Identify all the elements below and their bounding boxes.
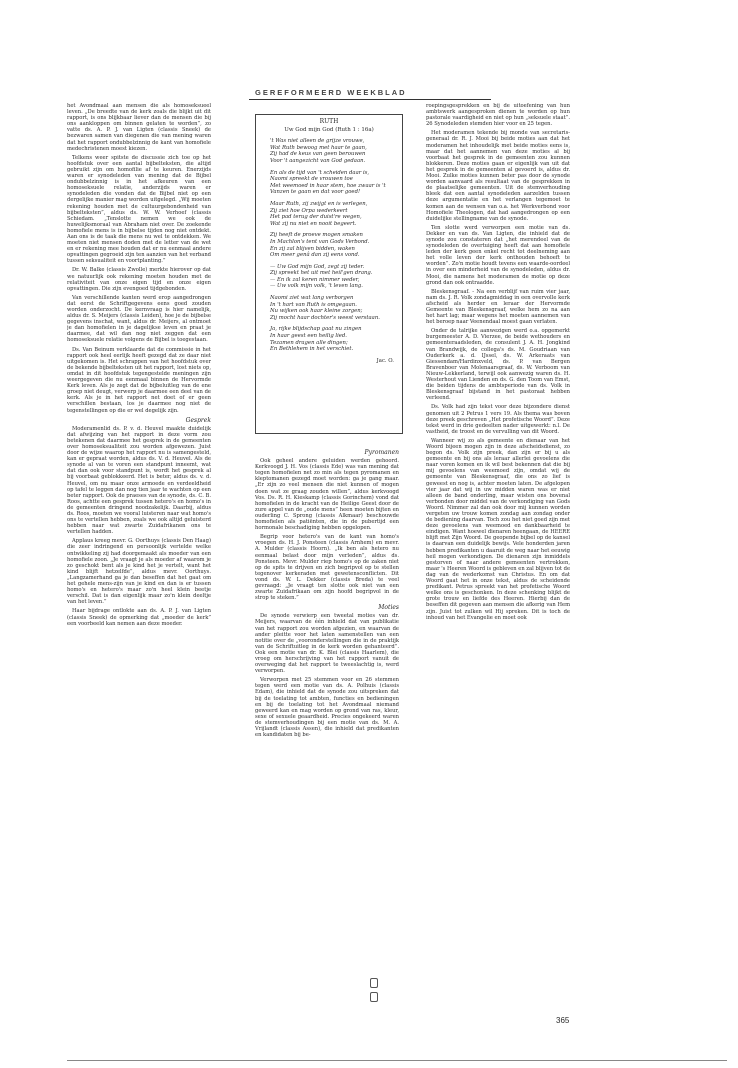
paragraph: Ds. Volk had zijn tekst voor deze bijzondere dienst genomen uit 2 Petrus 1 vers 19. Als thema was boven deze preek geschreven „Het profetische Woord”. Deze tekst werd in drie gedeelten nader uitgewerkt: n.l. De vastheid, de troost en de vervulling van dit Woord. <box>426 404 570 435</box>
paragraph: Wanneer wij zo als gemeente en dienaar van het Woord bijeen mogen zijn in deze afscheidsdienst, zo begon ds. Volk zijn preek, dan zijn er bij u als gemeente en bij ons als leraar allerlei gevoelens die naar voren komen en ik wil best bekennen dat die bij mij gevoelens van weemoed zijn, omdat wij de gemeente van Bleskensgraaf, die ons zo lief is geweest en nog is, achter moeten laten. De afgelopen vier jaar dat wij in uw midden waren was er niet alleen de band onderling, maar wisten ons bovenal verbonden door middel van de verkondiging van Gods Woord. Nimmer zal dan ook door mij kunnen worden vergeten uw trouw komen zondag aan zondag onder de bediening daarvan. Toch zou het niet goed zijn met deze gevoelens van weemoed en dankbaarheid te eindigen. Want hoewel dienaren heengaan, de HEERE blijft met Zijn Woord. De geopende bijbel op de kansel is daarvan een duidelijk bewijs. Vele honderden jaren hebben predikanten u daaruit de weg naar het eeuwig heil mogen verkondigen. De dienaren zijn inmiddels gestorven of naar andere gemeenten vertrokken, maar 's Heeren Woord is gebleven en zal blijven tot de dag van de wederkomst van Christus. En om dat Woord gaat het in onze tekst, aldus de scheidende predikant. Petrus spreekt van het profetische Woord welke ons is geschonken. In deze schenking blijkt de grote trouw en liefde des Heeren. Hierbij dan de beseffen dit gegeven aan mensen die afkerig van Hem zijn. Juist tot zulken wil Hij spreken. Dit is toch de inhoud van het Evangelie en moet ook <box>426 437 570 621</box>
paragraph: Verworpen met 25 stemmen voor en 26 stemmen tegen werd een motie van ds. A. Polhuis (classis Edam), die inhield dat de synode zou uitspreken dat bij de toelating tot ambten, functies en bedieningen en bij de toelating tot het Avondmaal niemand geweerd kan en mag worden op grond van ras, kleur, sexe of sexuele geaardheid. Precies ongekeerd waren de stemverhoudingen bij een motie van ds. M. A. Vrijlandt (classis Assen), die inhield dat predikanten en kandidaten bij be- <box>255 677 399 739</box>
poem-box <box>255 114 403 434</box>
page-number: 365 <box>556 1016 570 1025</box>
poem-line: Ja, rijke blijdschap gaat nu zingen <box>270 326 362 333</box>
paragraph: het Avondmaal aan mensen die als homoseksueel leven. „De breedte van de kerk zoals die blijkt uit dit rapport, is ons blijkbaar liever dan de mensen die bij ons aankloppen om binnen gelaten te worden”, zo vatte ds. A. P. J. van Ligten (classis Sneek) de bezwaren samen van diegenen die van mening waren dat het rapport ondubbelzinnig de kant van homofiele medechristenen moest kiezen. <box>67 103 211 152</box>
paragraph: Begrip voor hetero's van de kant van homo's vroegen ds. H. J. Ponsteen (classis Arnhem) en mevr. A. Mulder (classis Hoorn). „Ik ben als hetero nu eenmaal belast door mijn verleden”, aldus ds. Ponsteen. Mevr. Mulder riep homo's op de zaken niet op de spits te drijven en zich begripvol op te stellen tegenover kerkeraden met gewetensconflicten. Dit vond ds. W. L. Dekker (classis Breda) te veel gevraagd: „Je vraagt ten slotte ook niet van een zwarte Zuidafrikaan om zijn hoofd begripvol in de strop te steken.” <box>255 534 399 602</box>
poem-line: Zij had de keus van geen berouwen <box>270 151 366 158</box>
poem-line: Zij ziet hoe Orpa wederkeert <box>270 207 348 214</box>
poem-subtitle: Uw God mijn God (Ruth 1 : 16a) <box>284 126 374 133</box>
poem-line: Met weemoed in haar stem, hoe zwaar is 't <box>270 182 386 189</box>
poem-line: Zij spreekt het uit met heil'gen drang. <box>270 270 373 277</box>
poem-signature: Jac. O. <box>376 357 394 364</box>
binder-hole-icon <box>370 978 378 988</box>
poem-stanza <box>270 232 394 258</box>
poem-stanza <box>270 201 394 227</box>
poem-line: In 't hart van Ruth is omgegaan. <box>270 301 357 308</box>
poem-line: Het pad terug der duist're wegen, <box>270 214 362 221</box>
paragraph: Telkens weer spitste de discussie zich toe op het hoofdstuk over een aantal bijbelteksten, die altijd gebruikt zijn om homofilie af te keuren. Enerzijds waren er synodeleden van mening dat de Bijbel ondubbelzinnig is in het afkeuren van een homoseksuele relatie, anderzijds waren er synodeleden die vonden dat de Bijbel niet op een dergelijke manier mag worden uitgelegd. „Wij moeten rekening houden met de cultuurgebondenheid van bijbelteksten”, aldus ds. W. W. Verhoef (classis Schiedam. „Tenslotte nemen we ook de huwelijksmoraal van Abraham niet over. De zoekende homofiele mens is in bijbelse tijden nog niet ontdekt. Aan ons is de taak die mens nu wel te ontdekken. We moeten niet mensen doden met de letter van de wet en er rekening mee houden dat er nu eenmaal andere opvattingen gegroeid zijn ten aanzien van het verband tussen seksualiteit en voortplanting.” <box>67 154 211 265</box>
section-heading-gesprek: Gesprek <box>185 416 211 424</box>
poem-stanza <box>270 295 394 321</box>
paragraph: Ds. Van Beinum verklaarde dat de commissie in het rapport ook heel eerlijk heeft gezegd dat ze daar niet uitgekomen is. Het schrappen van het hoofdstuk over de bekende bijbelteksten uit het rapport, lost niets op, omdat in dit hoofdstuk tegengestelde meningen zijn weergegeven die nu eenmaal binnen de Hervormde Kerk leven. Als je zegt dat de bijbeluitleg van de ene groep niet deugt, verwerp je daarmee een deel van de kerk. Als je in het rapport net doet of er geen verschillen bestaan, los je daarmee nog niet de tegenstellingen op die er wel degelijk zijn. <box>67 346 211 414</box>
binder-hole-icon <box>370 992 378 1002</box>
poem-line: Tezamen dragen alle dingen; <box>270 339 348 346</box>
column-middle <box>255 446 399 746</box>
paragraph: Het moderamen tekende bij monde van secretaris-generaal dr. R. J. Mooi bij beide moties aan dat het moderamen het inhoudelijk met beide moties eens is, maar dat het aannemen van deze moties al bij voorbaat het gesprek in de gemeenten zou kunnen blokkeren. Deze moties gaan er eigenlijk van uit dat het gesprek in de gemeenten al gevoerd is, aldus dr. Mooi. Zulke moties kunnen beter pas door de synode worden aanvaard als resultaat van de gesprekken in de plaatselijke gemeenten. Uit de stemverhouding bleek dat een aantal synodeleden aarzelden tussen deze argumentatie en het verlangen tegemoet te komen aan de wensen van o.a. het Werkverbond voor Homofiele Theologen, dat had aangedrongen op een duidelijke stellingname van de synode. <box>426 130 570 222</box>
poem-line: En zij zal blijven bidden, waken <box>270 245 355 252</box>
paragraph: Ook geheel andere geluiden werden gehoord. Kerkvoogd J. H. Vos (classis Ede) was van mening dat tegen homofielen net zo min als tegen pyromanen en kleptomanen gezegd moet worden: ga je gang maar. „Er zijn zo veel mensen die niet kunnen of mogen doen wat ze graag zouden willen”, aldus kerkvoogd Vos. Ds. R. H. Kieskamp (classis Gorinchem) vond dat homofielen in de kracht van de Heilige Geest door de zure appel van de „oude mens” heen moeten bijten en ouderling C. Sprong (classis Alkmaar) beschouwde homofielen als patiënten, die in de pubertijd een hormonale beschadiging hebben opgelopen. <box>255 458 399 532</box>
poem-line: En Bethlehem in het verschiet. <box>270 346 354 353</box>
paragraph: Moderamenlid ds. P. v. d. Heuvel maakte duidelijk dat afwijzing van het rapport in deze vorm zou betekenen dat daarmee het gesprek in de gemeenten over homoseksualiteit zou worden afgewezen. Juist door de wijze waarop het rapport nu is samengesteld, kan er gepraat worden, aldus ds. V. d. Heuvel. Als de synode al van te voren een standpunt inneemt, wat dat dan ook voor standpunt is, wordt het gesprek al bij voorbaat geblokkeerd. Het is beter, aldus ds. v. d. Heuvel, om nu maar onze armoede en verdeeldheid op tafel te leggen dan nog tien jaar te wachten op een beter rapport. Ook de praeses van de synode, ds. C. B. Roos, achtte een gesprek tussen hetero's en homo's in de gemeenten dringend noodzakelijk. Daarbij, aldus ds. Roos, moeten we vooral luisteren naar wat homo's ons te vertellen hebben, zoals we ook altijd geluisterd hebben naar wat zwarte Zuidafrikanen ons te vertellen hadden. <box>67 425 211 536</box>
poem-line: In Machlon's tent van Gods Verbond. <box>270 238 370 245</box>
poem-line: Om meer genâ dan zij eens vond. <box>270 252 360 259</box>
paragraph: Ten slotte werd verworpen een motie van ds. Dekker en van ds. Van Ligten, die inhield dat de synode zou constateren dat „het merendeel van de synodeleden de overtuiging heeft dat aan homofiele leden der kerk geen enkel recht tot deelneming aan het volle leven der kerk onthouden behoeft te worden”. Zo'n motie houdt tevens een waarde-oordeel in over een minderheid van de synodeleden, aldus dr. Mooi, die namens het moderamen de motie op deze grond dan ook ontraadde. <box>426 224 570 286</box>
section-heading-moties: Moties <box>378 604 399 612</box>
paragraph: Applaus kreeg mevr. G. Oorthuys (classis Den Haag) die zeer indringend en persoonlijk vertelde welke ontwikkeling zij had doorgemaakt als moeder van een homofiele zoon. „Je vraagt je als moeder af waarom je zo geschokt bent als je kind het je vertelt, want het kind blijft hetzelfde”, aldus mevr. Oorthuys. „Langzamerhand ga je dan beseffen dat het gaat om het gehele mens-zijn van je kind en dan is er tussen homo's en hetero's maar zo'n heel klein beetje verschil. Dat is dan eigenlijk maar zo'n klein deeltje van het leven.” <box>67 538 211 606</box>
paragraph: roepingsgesprekken en bij de uitoefening van hun ambtswerk aangesproken dienen te worden op hun pastorale vaardigheid en niet op hun „seksuele staat”. 26 Synodeleden stemden hier voor en 25 tegen. <box>426 103 570 128</box>
poem-line: 't Was niet alleen de grijze vrouwe, <box>270 138 365 145</box>
poem-stanza <box>270 264 394 290</box>
poem-line: Vanzen te gaan en dat voor goed! <box>270 189 361 196</box>
poem-line: Zij mocht haar dochter's weest verstaan. <box>270 314 380 321</box>
poem-stanza <box>270 170 394 196</box>
poem-line: Maar Ruth, zij zwijgt en is verlegen, <box>270 200 368 207</box>
paragraph: Onder de talrijke aanwezigen werd o.a. opgemerkt burgemeester A. D. Vierzee, de beide wethouders en gemeenteraadsleden, de consulent J. A. H. Jongkind van Brandwijk, de collega's ds. M. Goudriaan van Ouderkerk a. d. IJssel, ds. W. Arkeraats van Giessendam/Hardinxveld, ds. P. van Bergen Bravenboer van Molenaarsgraaf, ds. W. Verboom van Nieuw-Lekkerland, terwijl ook aanwezig waren ds. H. Westerhout van Lienden en ds. G. den Toom van Emst, die beiden tijdens de ambtsperiode van ds. Volk in Bleskensgraaf bijstand in het pastoraat hebben verleend. <box>426 328 570 402</box>
paragraph: Bleskensgraaf. - Na een verblijf van ruim vier jaar, nam ds. J. R. Volk zondagmiddag in een overvolle kerk afscheid als herder en leraar der Hervormde Gemeente van Bleskensgraaf, welke hem zo na aan het hart lag; maar wegens het moeten aannemen van het beroep naar Veenendaal moest gaan verlaten. <box>426 288 570 326</box>
poem-line: Zij heeft de proeve mogen smaken <box>270 232 363 239</box>
masthead: GEREFORMEERD WEEKBLAD <box>255 88 407 97</box>
paragraph: De synode verwierp een tweetal moties van dr. Meijers, waarvan de één inhield dat van publikatie van het rapport zou worden afgezien, en waarvan de ander pleitte voor het laten samenstellen van een notitie over de „vooronderstellingen die in de praktijk van de Schriftuitleg in de kerk worden gehanteerd”. Ook een motie van dr. K. Blei (classis Haarlem), die vroeg om herschrijving van het rapport vanuit de overweging dat het rapport te tweeslachtig is, werd verworpen. <box>255 613 399 675</box>
bottom-rule <box>67 1060 727 1061</box>
poem-title: RUTH <box>319 118 339 125</box>
paragraph: Dr. W. Balke (classis Zwolle) merkte hierover op dat we natuurlijk ook rekening moeten houden met de relativiteit van onze eigen tijd en onze eigen opvattingen. Die zijn evengoed tijdgebonden. <box>67 267 211 292</box>
poem-line: Nu wijken ook haar kleine zorgen; <box>270 308 363 315</box>
poem-line: Naomi spreekt de vrouwen toe <box>270 176 353 183</box>
section-heading-pyromanen: Pyromanen <box>364 449 399 456</box>
poem-line: — Uw volk mijn volk, 't leven lang. <box>270 283 363 290</box>
poem-line: In haar geest een heilig lied. <box>270 333 347 340</box>
poem-line: En als de tijd van 't scheiden daar is, <box>270 169 370 176</box>
poem-stanza <box>270 138 394 164</box>
header-rule <box>249 99 491 100</box>
paragraph: Haar bijdrage ontlokte aan ds. A. P. J. van Ligten (classis Sneek) de opmerking dat „moeder de kerk” een voorbeeld kan nemen aan deze moeder. <box>67 608 211 627</box>
poem-line: Naomi ziet wat lang verborgen <box>270 295 354 302</box>
poem-line: Wat zij nu niet en nooit begeert. <box>270 220 357 227</box>
poem-line: Wat Ruth bewoog met haar te gaan, <box>270 144 367 151</box>
poem-stanza <box>270 326 394 352</box>
poem-line: Voor 't aangezicht van God gedaan. <box>270 157 366 164</box>
poem-line: — Uw God mijn God, zegt zij teder. <box>270 263 365 270</box>
poem-line: — En ik zal keren nimmer weder, <box>270 276 360 283</box>
paragraph: Van verschillende kanten werd erop aangedrongen dat eerst de Schriftgegevens eens goed zouden worden onderzocht. De kernvraag is hier namelijk, aldus dr. S. Meijers (classis Leiden), hoe je de bijbelse gegevens inschat, want, aldus dr. Meijers, al ontmoet je dan homofielen in je dagelijkse leven en praat je daarmee, dat wil dan nog niet zeggen dat een homoseksuele relatie volgens de Bijbel is toegestaan. <box>67 294 211 344</box>
column-left <box>67 103 211 683</box>
column-right <box>426 103 570 723</box>
